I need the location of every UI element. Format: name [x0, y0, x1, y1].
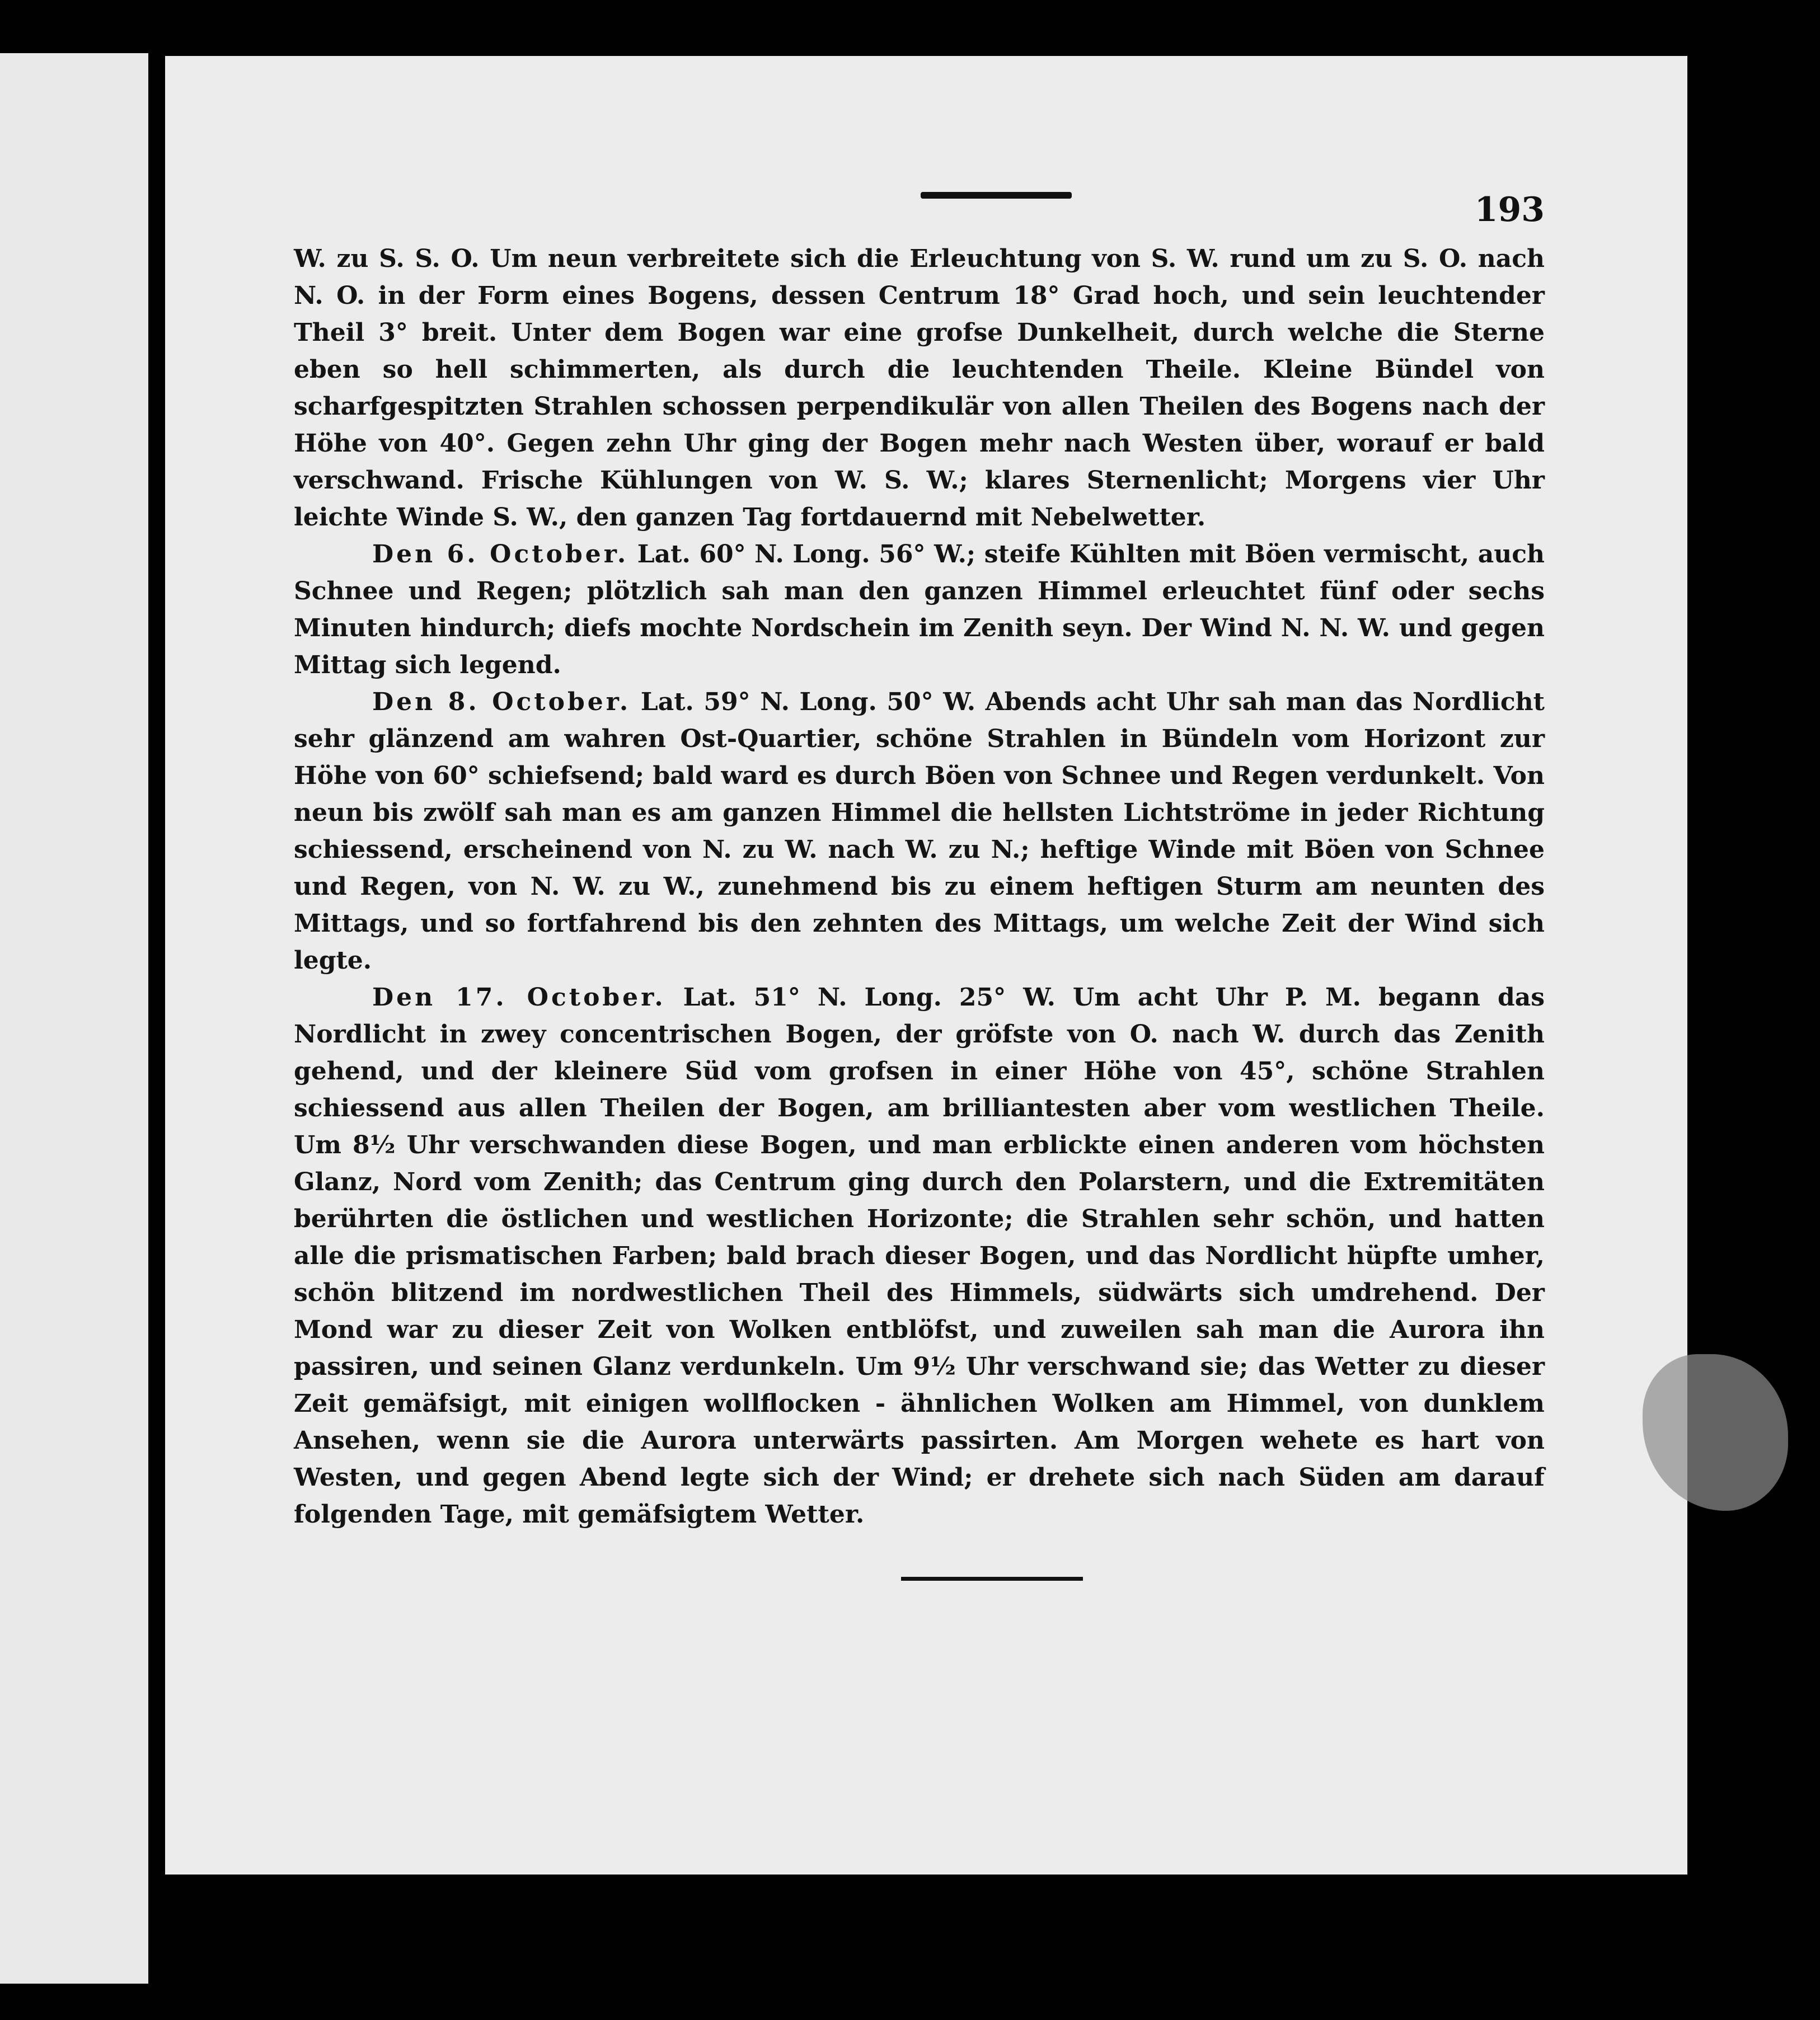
paragraph — [294, 684, 1545, 979]
header-rule — [921, 192, 1072, 199]
page-number: 193 — [1474, 190, 1545, 229]
paper-damage-stain — [1643, 1354, 1788, 1511]
paragraph-text: Lat. 59° N. Long. 50° W. Abends acht Uhr sah man das Nordlicht sehr glänzend am wahren Ost-Quartier, schöne Strahlen in Bündeln vom Horizont zur Höhe von 60° schiefsend; bald ward es durch Böen von Schnee und Regen verdunkelt. Von neun bis zwölf sah man es am ganzen Himmel die hellsten Lichtströme in jeder Richtung schiessend, erscheinend von N. zu W. nach W. zu N.; heftige Winde mit Böen von Schnee und Regen, von N. W. zu W., zunehmend bis zu einem heftigen Sturm am neunten des Mittags, und so fortfahrend bis den zehnten des Mittags, um welche Zeit der Wind sich legte. — [294, 688, 1545, 975]
entry-date: Den 8. October. — [372, 688, 631, 716]
paragraph — [294, 979, 1545, 1533]
scanned-page — [165, 56, 1687, 1875]
facing-page-edge — [0, 53, 148, 1984]
paragraph — [294, 241, 1545, 536]
footer-rule — [901, 1577, 1083, 1581]
paragraph-text: Lat. 51° N. Long. 25° W. Um acht Uhr P. M. begann das Nordlicht in zwey concentrischen Bogen, der gröfste von O. nach W. durch das Zenith gehend, und der kleinere Süd vom grofsen in einer Höhe von 45°, schöne Strahlen schiessend aus allen Theilen der Bogen, am brilliantesten aber vom westlichen Theile. Um 8½ Uhr verschwanden diese Bogen, und man erblickte einen anderen vom höchsten Glanz, Nord vom Zenith; das Centrum ging durch den Polarstern, und die Extremitäten berührten die östlichen und westlichen Horizonte; die Strahlen sehr schön, und hatten alle die prismatischen Farben; bald brach dieser Bogen, und das Nordlicht hüpfte umher, schön blitzend im nordwestlichen Theil des Himmels, südwärts sich umdrehend. Der Mond war zu dieser Zeit von Wolken entblöfst, und zuweilen sah man die Aurora ihn passiren, und seinen Glanz verdunkeln. Um 9½ Uhr verschwand sie; das Wetter zu dieser Zeit gemäfsigt, mit einigen wollflocken - ähnlichen Wolken am Himmel, von dunklem Ansehen, wenn sie die Aurora unterwärts passirten. Am Morgen wehete es hart von Westen, und gegen Abend legte sich der Wind; er drehete sich nach Süden am darauf folgenden Tage, mit gemäfsigtem Wetter. — [294, 983, 1545, 1529]
entry-date: Den 6. October. — [372, 540, 629, 569]
paragraph-text: Lat. 60° N. Long. 56° W.; steife Kühlten mit Böen vermischt, auch Schnee und Regen; plötzlich sah man den ganzen Himmel erleuchtet fünf oder sechs Minuten hindurch; diefs mochte Nordschein im Zenith seyn. Der Wind N. N. W. und gegen Mittag sich legend. — [294, 540, 1545, 679]
paragraph-text: W. zu S. S. O. Um neun verbreitete sich die Erleuchtung von S. W. rund um zu S. O. nach N. O. in der Form eines Bogens, dessen Centrum 18° Grad hoch, und sein leuchtender Theil 3° breit. Unter dem Bogen war eine grofse Dunkelheit, durch welche die Sterne eben so hell schimmerten, als durch die leuchtenden Theile. Kleine Bündel von scharfgespitzten Strahlen schossen perpendikulär von allen Theilen des Bogens nach der Höhe von 40°. Gegen zehn Uhr ging der Bogen mehr nach Westen über, worauf er bald verschwand. Frische Kühlungen von W. S. W.; klares Sternenlicht; Morgens vier Uhr leichte Winde S. W., den ganzen Tag fortdauernd mit Nebelwetter. — [294, 245, 1545, 532]
entry-date: Den 17. October. — [372, 983, 666, 1012]
body-text — [294, 241, 1545, 1533]
paragraph — [294, 536, 1545, 684]
